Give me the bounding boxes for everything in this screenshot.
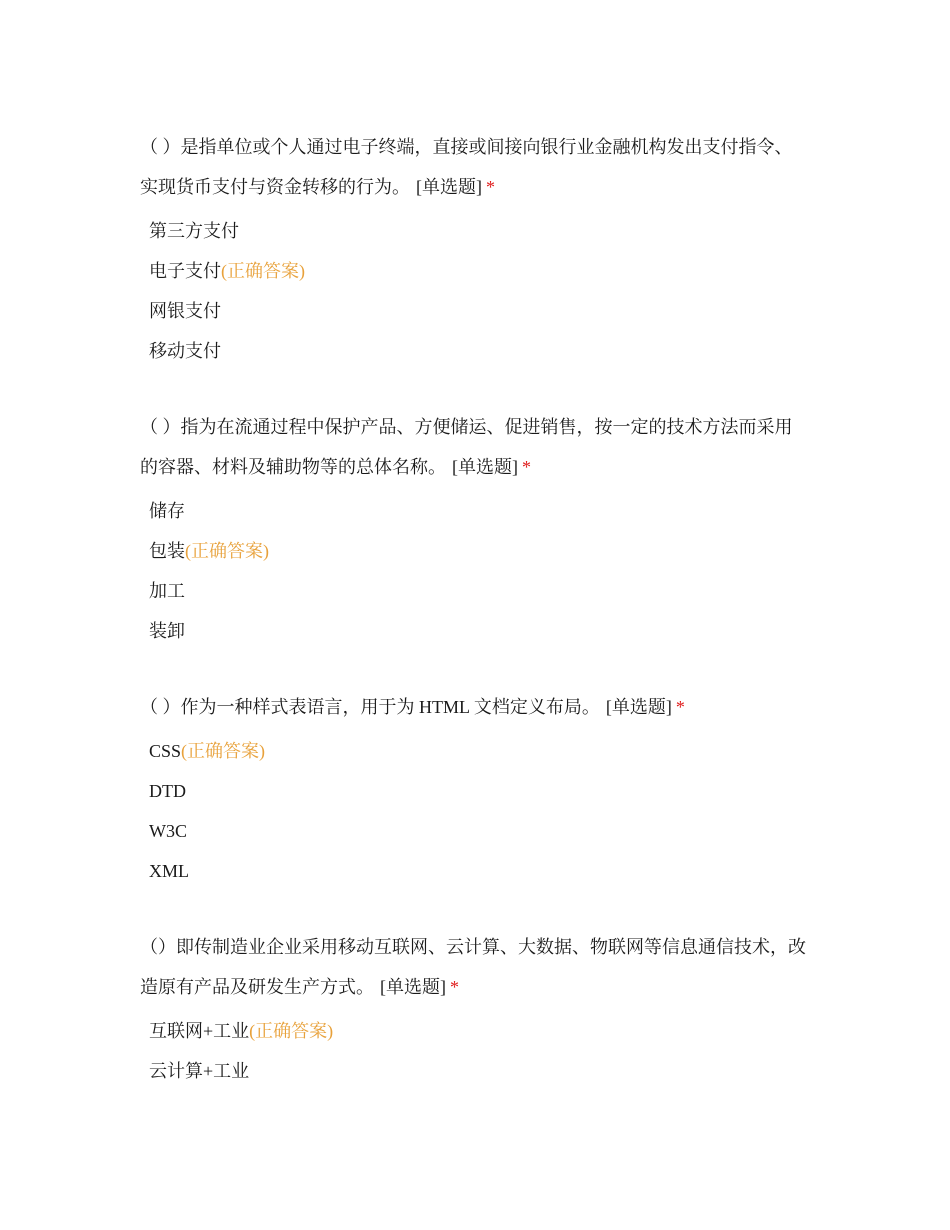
option-item[interactable] <box>140 331 810 371</box>
option-item[interactable] <box>140 771 810 811</box>
question-text <box>140 407 810 487</box>
question-stem: （ ）是指单位或个人通过电子终端，直接或间接向银行业金融机构发出支付指令、实现货币支付与资金转移的行为。 <box>140 137 793 197</box>
option-list <box>140 1011 810 1091</box>
question-3 <box>140 687 810 891</box>
option-label: W3C <box>149 821 187 841</box>
option-list <box>140 491 810 651</box>
option-item[interactable] <box>140 1051 810 1091</box>
option-item[interactable] <box>140 611 810 651</box>
option-label: 移动支付 <box>149 341 221 361</box>
option-list <box>140 211 810 371</box>
option-label: 装卸 <box>149 621 185 641</box>
required-mark: * <box>450 977 459 997</box>
option-item[interactable] <box>140 291 810 331</box>
correct-answer-tag: (正确答案) <box>181 741 266 761</box>
question-type-label: [单选题] <box>416 177 482 197</box>
question-stem: （ ）指为在流通过程中保护产品、方便储运、促进销售，按一定的技术方法而采用的容器、材料及辅助物等的总体名称。 <box>140 417 793 477</box>
required-mark: * <box>675 697 685 717</box>
option-label: 包装 <box>149 541 185 561</box>
question-text <box>140 127 810 207</box>
correct-answer-tag: (正确答案) <box>221 261 305 281</box>
option-item[interactable] <box>140 531 810 571</box>
option-label: 云计算+工业 <box>149 1061 250 1081</box>
option-label: 加工 <box>149 581 185 601</box>
option-list <box>140 731 810 891</box>
option-item[interactable] <box>140 211 810 251</box>
question-4 <box>140 927 810 1091</box>
question-stem: （）即传制造业企业采用移动互联网、云计算、大数据、物联网等信息通信技术，改造原有产品及研发生产方式。 <box>140 937 806 997</box>
correct-answer-tag: (正确答案) <box>249 1021 334 1041</box>
question-type-label: [单选题] <box>380 977 446 997</box>
option-item[interactable] <box>140 731 810 771</box>
question-text <box>140 687 810 727</box>
option-label: CSS <box>149 741 182 761</box>
option-label: 电子支付 <box>149 261 221 281</box>
option-label: 互联网+工业 <box>149 1021 250 1041</box>
required-mark: * <box>522 457 531 477</box>
option-label: 储存 <box>149 501 185 521</box>
question-type-label: [单选题] <box>605 697 672 717</box>
question-2 <box>140 407 810 651</box>
question-1 <box>140 127 810 371</box>
option-item[interactable] <box>140 251 810 291</box>
option-item[interactable] <box>140 491 810 531</box>
option-item[interactable] <box>140 571 810 611</box>
option-label: 第三方支付 <box>149 221 239 241</box>
option-label: DTD <box>149 781 186 801</box>
question-stem: （ ）作为一种样式表语言，用于为 HTML 文档定义布局。 <box>140 697 600 717</box>
option-item[interactable] <box>140 1011 810 1051</box>
question-type-label: [单选题] <box>452 457 518 477</box>
option-label: XML <box>149 861 189 881</box>
option-item[interactable] <box>140 811 810 851</box>
required-mark: * <box>486 177 495 197</box>
question-text <box>140 927 810 1007</box>
correct-answer-tag: (正确答案) <box>185 541 269 561</box>
option-label: 网银支付 <box>149 301 221 321</box>
option-item[interactable] <box>140 851 810 891</box>
